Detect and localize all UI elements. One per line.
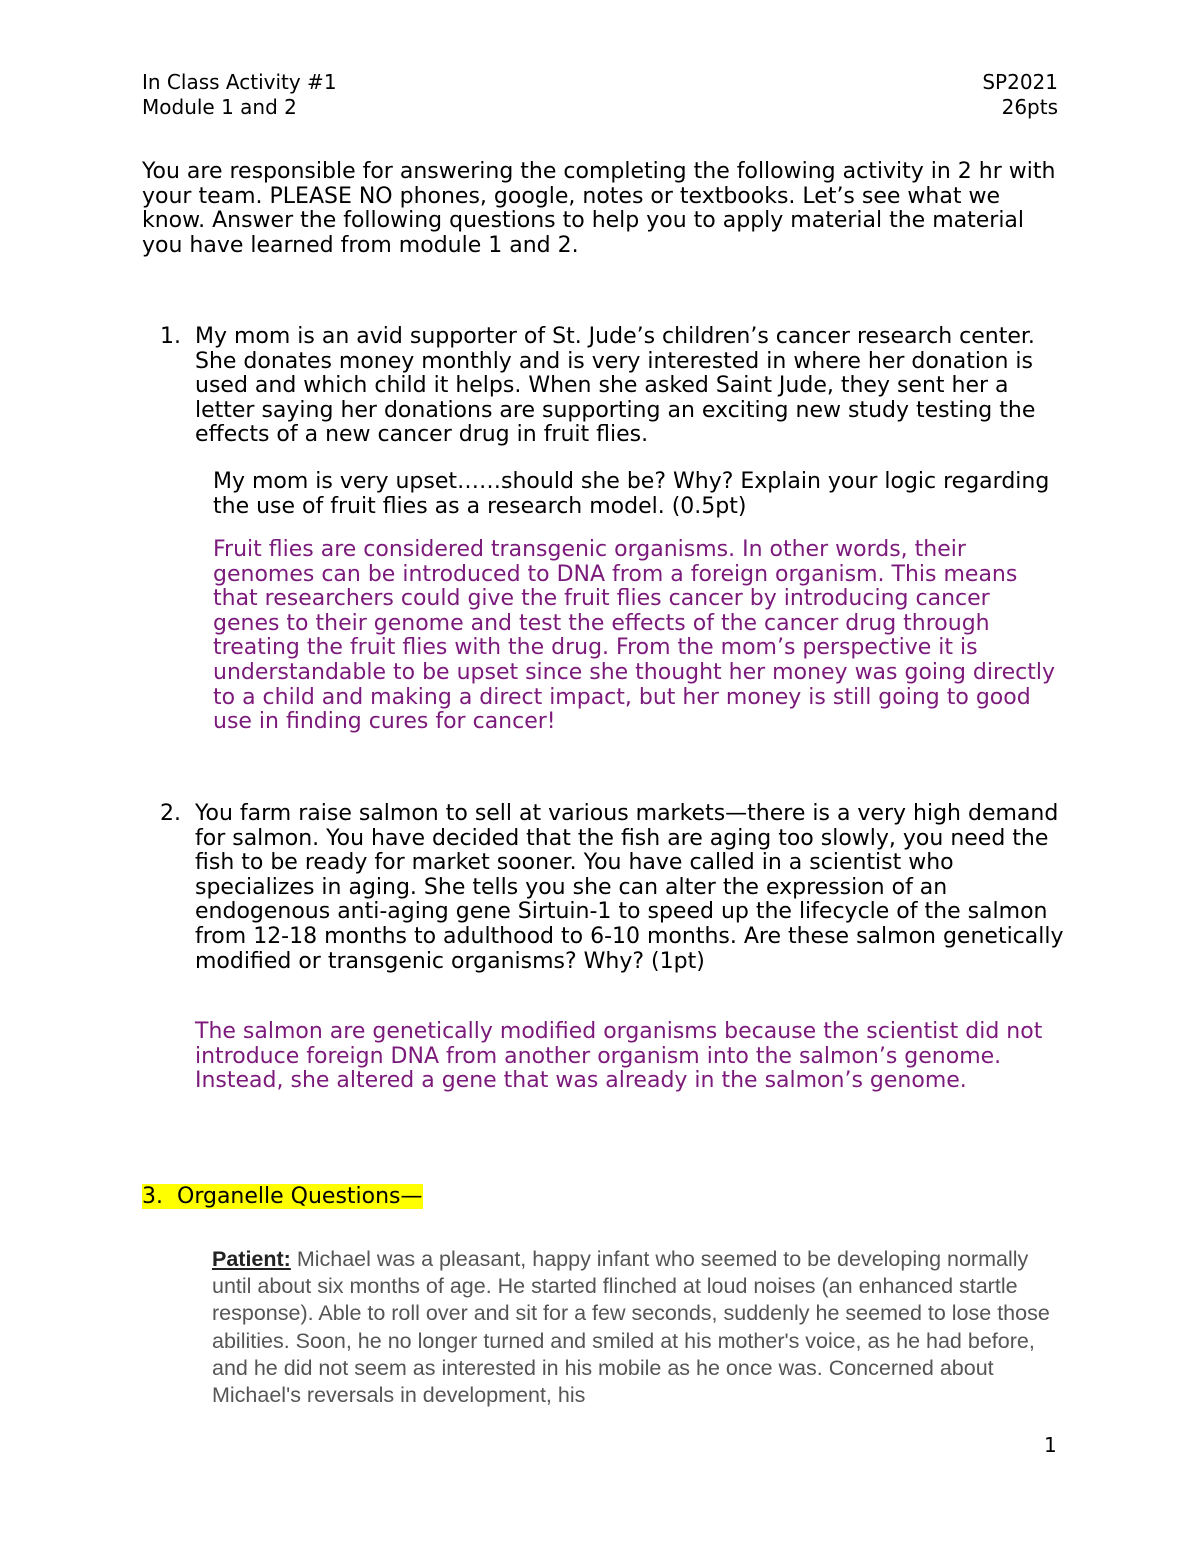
- question-1-prompt: My mom is very upset……should she be? Why? Explain your logic regarding the use of fruit flies as a research model. (0.5pt): [213, 469, 1050, 519]
- question-2: [142, 802, 1072, 974]
- page-number: 1: [1044, 1433, 1057, 1457]
- question-text: Organelle Questions—: [177, 1184, 423, 1209]
- patient-label: Patient:: [212, 1247, 291, 1271]
- header-activity-title: In Class Activity #1: [142, 70, 337, 94]
- question-1: [142, 325, 1072, 448]
- header-module: Module 1 and 2: [142, 95, 297, 119]
- intro-paragraph: You are responsible for answering the completing the following activity in 2 hr with your team. PLEASE NO phones, google, notes or textbooks. Let’s see what we know. Answer the following questions to help you to apply material the material you have learned from module 1 and 2.: [142, 159, 1056, 258]
- question-1-answer: Fruit flies are considered transgenic organisms. In other words, their genomes can be introduced to DNA from a foreign organism. This means that researchers could give the fruit flies cancer by introducing cancer genes to their genome and test the effects of the cancer drug through treating the fruit flies with the drug. From the mom’s perspective it is understandable to be upset since she thought her money was going directly to a child and making a direct impact, but her money is still going to good use in finding cures for cancer!: [213, 537, 1055, 735]
- patient-case: [212, 1246, 1072, 1409]
- question-2-answer: The salmon are genetically modified organisms because the scientist did not introduce foreign DNA from another organism into the salmon’s genome. Instead, she altered a gene that was already in the salmon’s genome.: [195, 1019, 1043, 1094]
- header-semester: SP2021: [982, 70, 1058, 94]
- question-text: You farm raise salmon to sell at various markets—there is a very high demand for salmon. You have decided that the fish are aging too slowly, you need the fish to be ready for market sooner. You have called in a scientist who specializes in aging. She tells you she can alter the expression of an endogenous anti-aging gene Sirtuin-1 to speed up the lifecycle of the salmon from 12-18 months to adulthood to 6-10 months. Are these salmon genetically modified or transgenic organisms? Why? (1pt): [195, 801, 1064, 974]
- question-text: My mom is an avid supporter of St. Jude’s children’s cancer research center. She donates money monthly and is very interested in where her donation is used and which child it helps. When she asked Saint Jude, they sent her a letter saying her donations are supporting an exciting new study testing the effects of a new cancer drug in fruit flies.: [195, 324, 1036, 448]
- page-header: [142, 70, 1058, 120]
- question-3: [142, 1185, 1072, 1210]
- question-number: 2.: [160, 801, 181, 826]
- header-points: 26pts: [1001, 95, 1058, 119]
- patient-text: Michael was a pleasant, happy infant who seemed to be developing normally until about six months of age. He started flinched at loud noises (an enhanced startle response). Able to roll over and sit for a few seconds, suddenly he seemed to lose those abilities. Soon, he no longer turned and smiled at his mother's voice, as he had before, and he did not seem as interested in his mobile as he once was. Concerned about Michael's reversals in development, his: [212, 1247, 1050, 1408]
- question-number: 1.: [160, 324, 181, 349]
- question-3-heading: [142, 1184, 423, 1209]
- question-number: 3.: [142, 1184, 163, 1209]
